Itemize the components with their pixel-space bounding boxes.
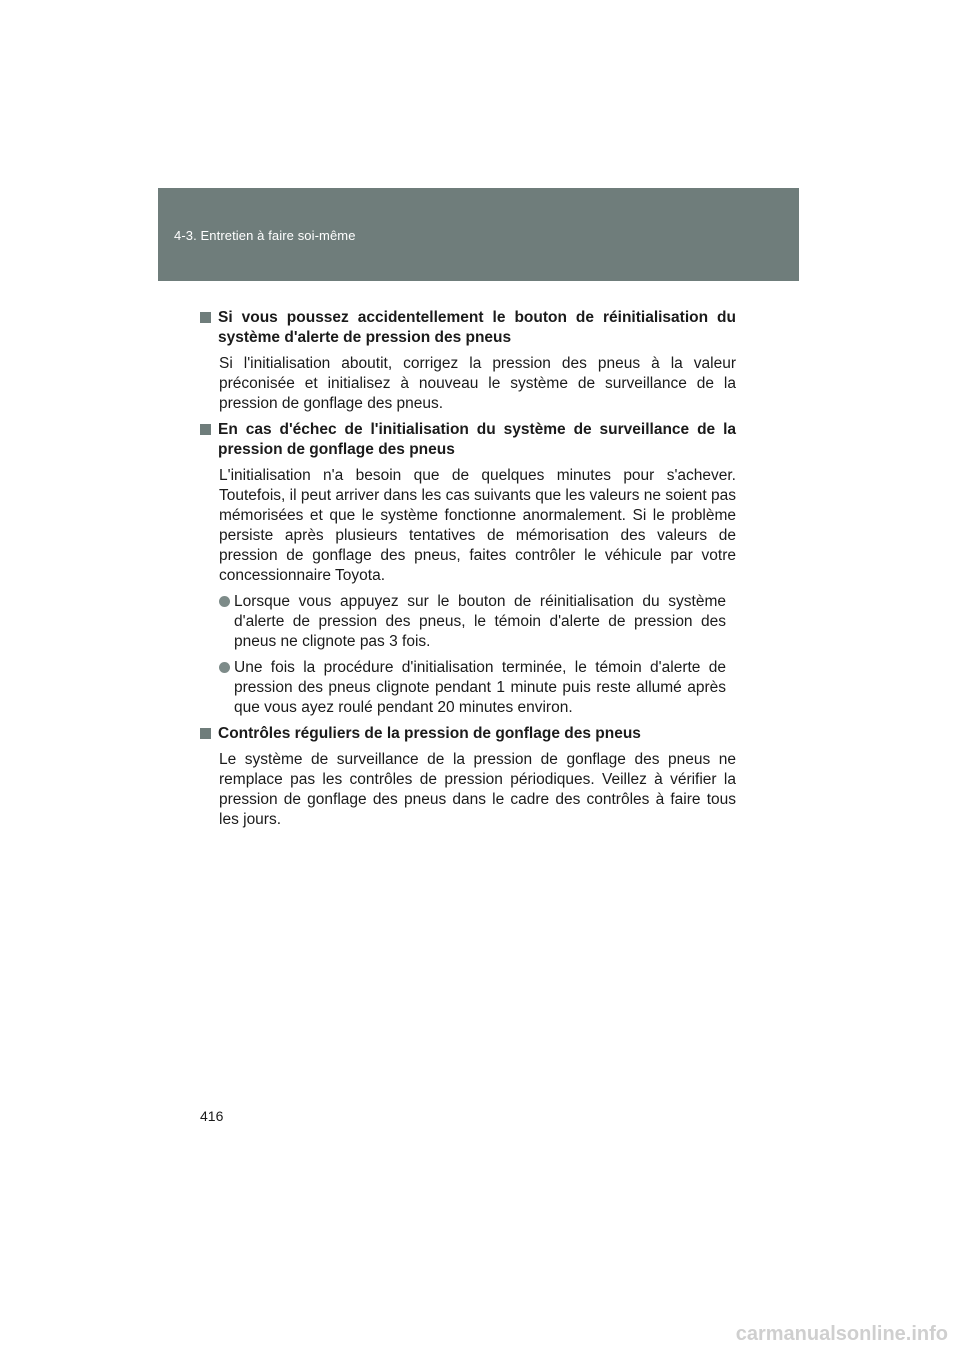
section-title-text: En cas d'échec de l'initialisation du système de surveillance de la pression de gonflage des pneus bbox=[218, 421, 736, 458]
list-item bbox=[219, 592, 736, 652]
circle-bullet-icon bbox=[219, 662, 230, 673]
section-title bbox=[200, 724, 736, 744]
section-title-text: Contrôles réguliers de la pression de gonflage des pneus bbox=[218, 725, 641, 742]
page-content bbox=[200, 308, 736, 836]
square-bullet-icon bbox=[200, 424, 211, 435]
section-regular-checks bbox=[200, 724, 736, 830]
section-title bbox=[200, 308, 736, 348]
list-item bbox=[219, 658, 736, 718]
section-body: Si l'initialisation aboutit, corrigez la pression des pneus à la valeur préconisée et initialisez à nouveau le système de surveillance de la pression de gonflage des pneus. bbox=[219, 355, 736, 412]
list-item-text: Une fois la procédure d'initialisation terminée, le témoin d'alerte de pression des pneus clignote pendant 1 minute puis reste allumé après que vous ayez roulé pendant 20 minutes environ. bbox=[234, 659, 726, 716]
chapter-header-band bbox=[158, 188, 799, 281]
square-bullet-icon bbox=[200, 728, 211, 739]
chapter-section-label: 4-3. Entretien à faire soi-même bbox=[174, 228, 356, 243]
list-item-text: Lorsque vous appuyez sur le bouton de réinitialisation du système d'alerte de pression des pneus, le témoin d'alerte de pression des pneus ne clignote pas 3 fois. bbox=[234, 593, 726, 650]
bullet-list bbox=[219, 592, 736, 718]
watermark: carmanualsonline.info bbox=[735, 1323, 948, 1345]
section-title-text: Si vous poussez accidentellement le bouton de réinitialisation du système d'alerte de pression des pneus bbox=[218, 309, 736, 346]
section-title bbox=[200, 420, 736, 460]
section-body: L'initialisation n'a besoin que de quelques minutes pour s'achever. Toutefois, il peut arriver dans les cas suivants que les valeurs ne soient pas mémorisées et que le système fonctionne anormalement. Si le problème persiste après plusieurs tentatives de mémorisation des valeurs de pression de gonflage des pneus, faites contrôler le véhicule par votre concessionnaire Toyota. bbox=[219, 467, 736, 584]
circle-bullet-icon bbox=[219, 596, 230, 607]
section-body: Le système de surveillance de la pression de gonflage des pneus ne remplace pas les contrôles de pression périodiques. Veillez à vérifier la pression de gonflage des pneus dans le cadre des contrôles à faire tous les jours. bbox=[219, 751, 736, 828]
section-reset-button bbox=[200, 308, 736, 414]
section-init-failure bbox=[200, 420, 736, 718]
page-number: 416 bbox=[200, 1108, 224, 1124]
square-bullet-icon bbox=[200, 312, 211, 323]
